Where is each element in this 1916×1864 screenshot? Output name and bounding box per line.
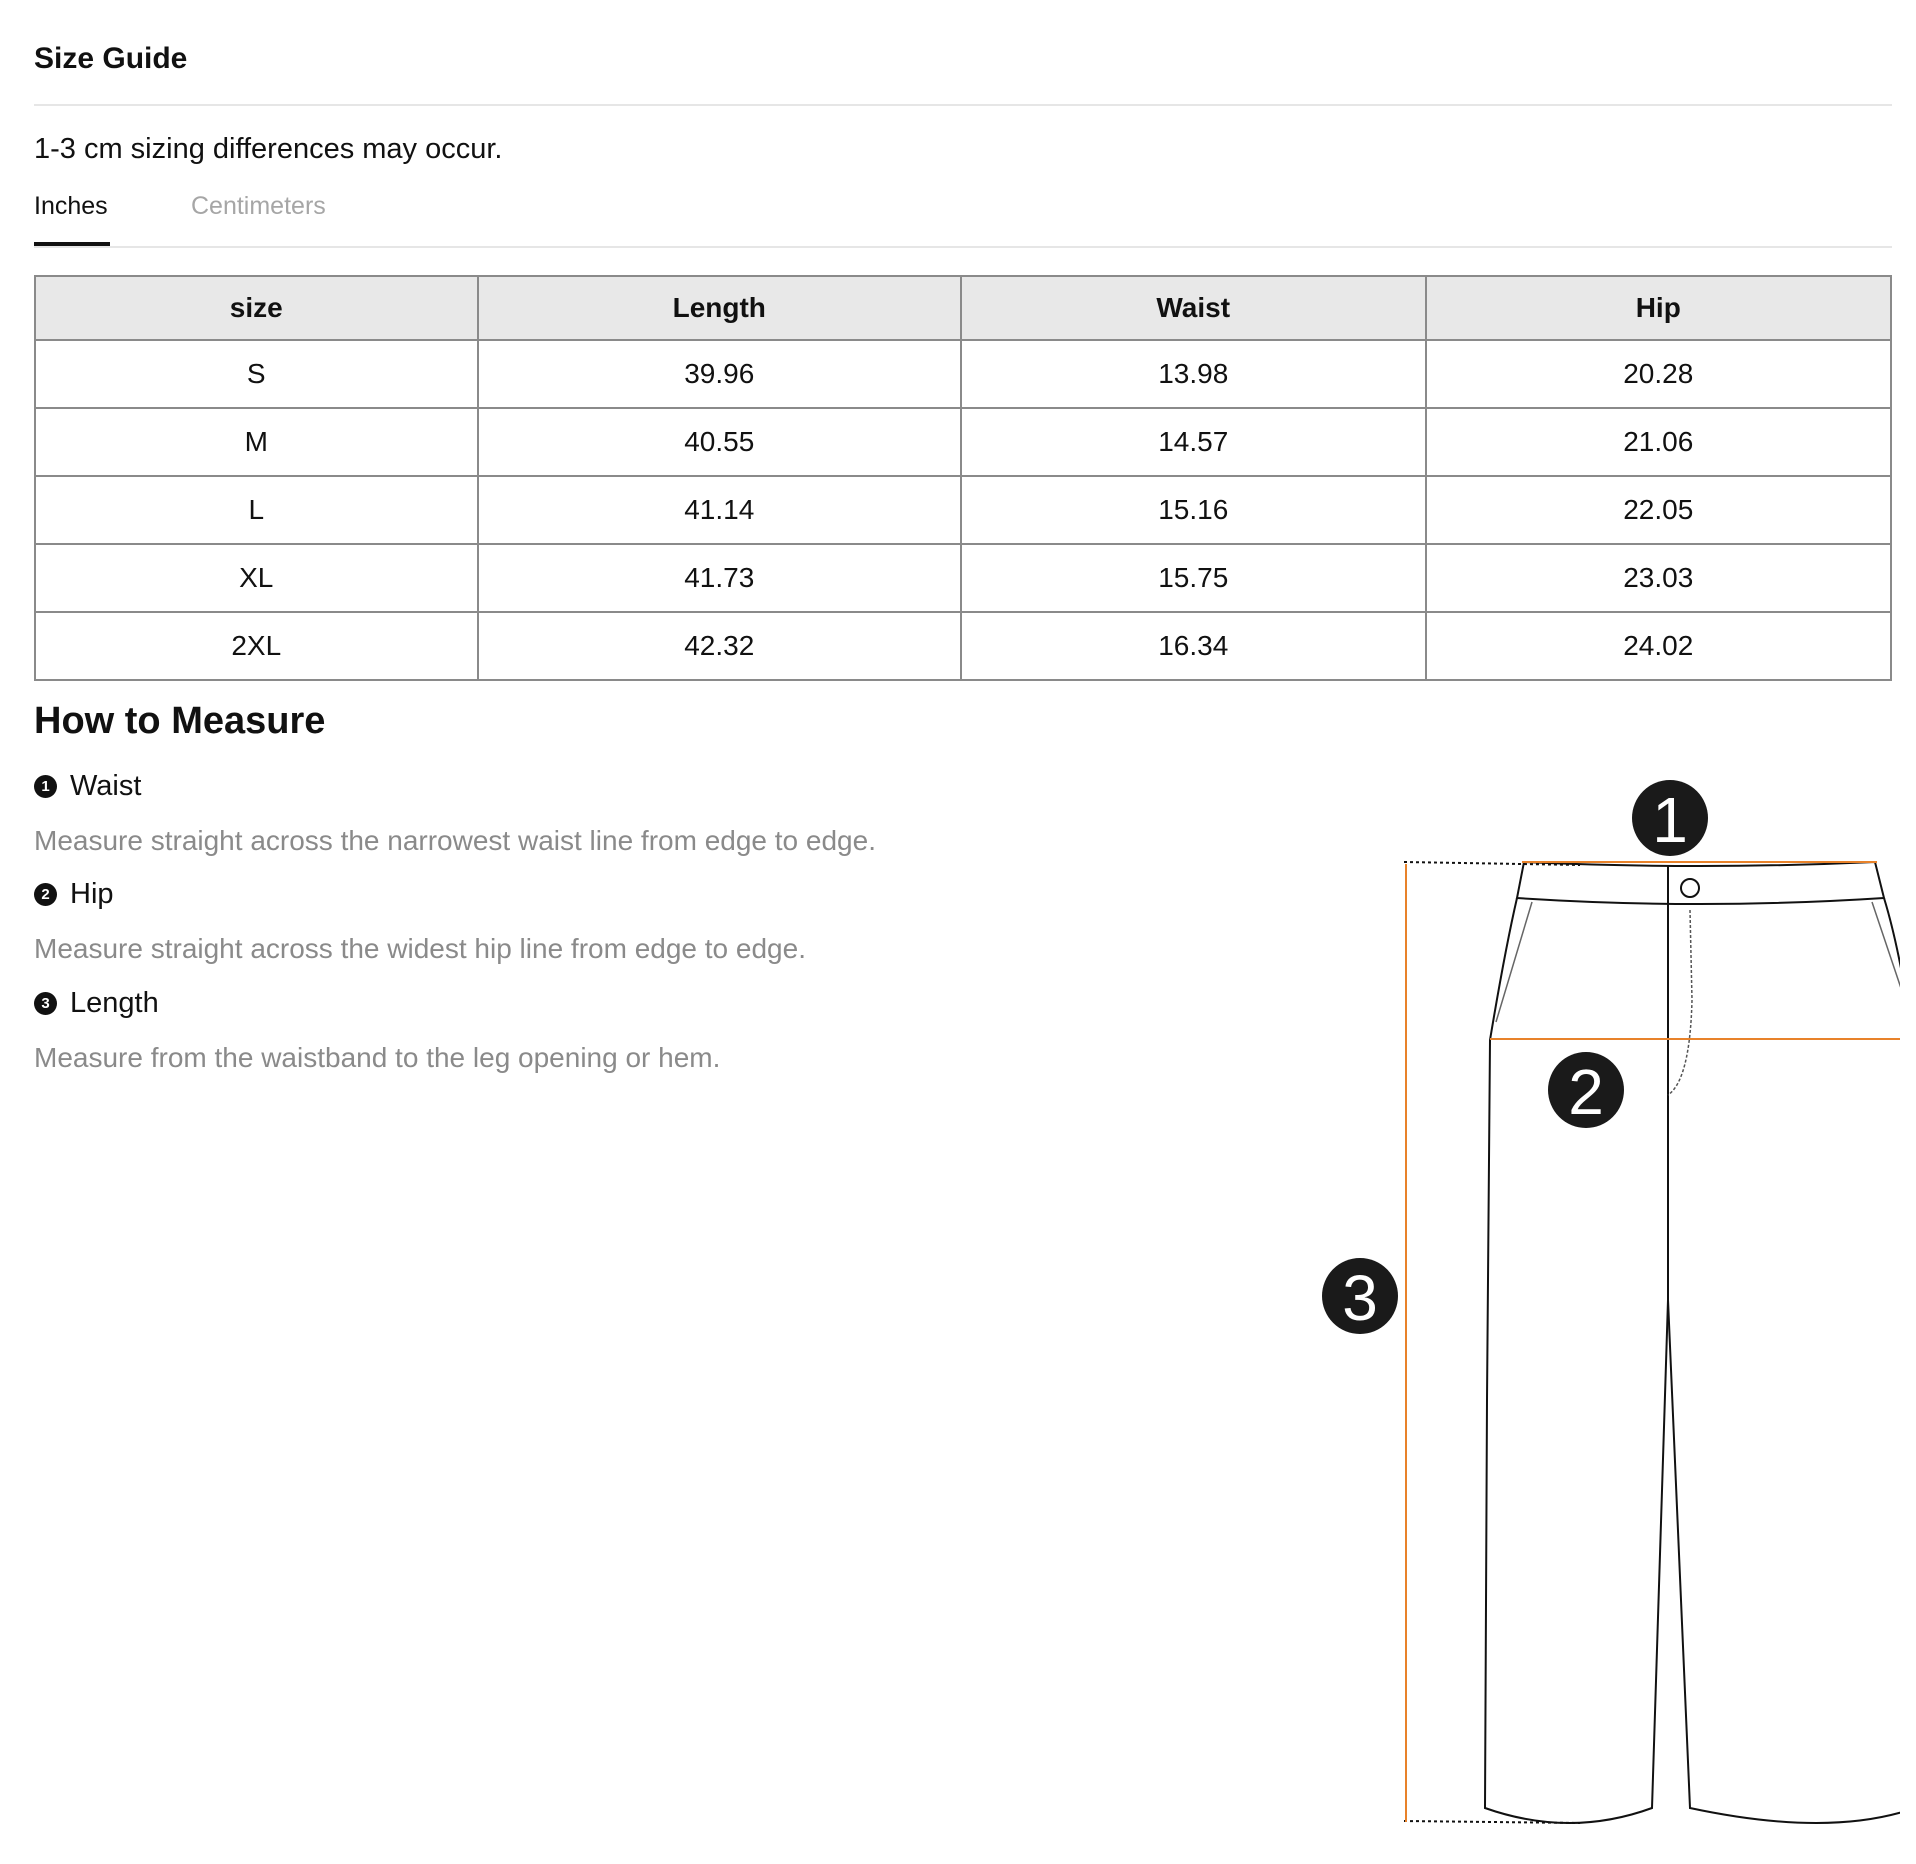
header-waist: Waist bbox=[961, 276, 1426, 340]
cell-size: XL bbox=[35, 544, 478, 612]
header-divider bbox=[34, 104, 1892, 106]
measure-desc-waist: Measure straight across the narrowest waist line from edge to edge. bbox=[34, 825, 876, 856]
cell-length: 39.96 bbox=[478, 340, 962, 408]
measure-item-hip bbox=[34, 878, 114, 911]
tab-inches[interactable]: Inches bbox=[34, 192, 108, 220]
cell-size: L bbox=[35, 476, 478, 544]
left-pocket-line bbox=[1496, 902, 1532, 1022]
active-tab-indicator bbox=[34, 242, 110, 246]
marker-one-label: 1 bbox=[1652, 784, 1688, 856]
table-row bbox=[35, 544, 1891, 612]
cell-size: M bbox=[35, 408, 478, 476]
cell-waist: 13.98 bbox=[961, 340, 1426, 408]
marker-two bbox=[1548, 1052, 1624, 1128]
cell-length: 41.73 bbox=[478, 544, 962, 612]
table-row bbox=[35, 408, 1891, 476]
marker-three bbox=[1322, 1258, 1398, 1334]
cell-waist: 15.75 bbox=[961, 544, 1426, 612]
measure-item-waist bbox=[34, 770, 141, 803]
marker-one bbox=[1632, 780, 1708, 856]
pants-diagram bbox=[1300, 760, 1900, 1840]
cell-size: 2XL bbox=[35, 612, 478, 680]
cell-waist: 14.57 bbox=[961, 408, 1426, 476]
cell-hip: 23.03 bbox=[1426, 544, 1892, 612]
cell-hip: 20.28 bbox=[1426, 340, 1892, 408]
measure-desc-hip: Measure straight across the widest hip line from edge to edge. bbox=[34, 933, 806, 964]
header-size: size bbox=[35, 276, 478, 340]
size-table bbox=[34, 275, 1892, 681]
measure-label-waist: Waist bbox=[70, 770, 142, 802]
cell-waist: 15.16 bbox=[961, 476, 1426, 544]
cell-waist: 16.34 bbox=[961, 612, 1426, 680]
measure-label-hip: Hip bbox=[70, 878, 114, 910]
table-header-row bbox=[35, 276, 1891, 340]
table-row bbox=[35, 340, 1891, 408]
cell-hip: 22.05 bbox=[1426, 476, 1892, 544]
how-to-measure-title: How to Measure bbox=[34, 700, 326, 742]
right-pocket-line bbox=[1872, 902, 1900, 1015]
table-row bbox=[35, 476, 1891, 544]
cell-size: S bbox=[35, 340, 478, 408]
pants-outline bbox=[1485, 862, 1900, 1823]
unit-tabs bbox=[34, 190, 1892, 248]
sizing-note: 1-3 cm sizing differences may occur. bbox=[34, 133, 503, 165]
cell-length: 42.32 bbox=[478, 612, 962, 680]
number-one-icon: 1 bbox=[34, 775, 57, 798]
marker-two-label: 2 bbox=[1568, 1056, 1604, 1128]
number-three-icon: 3 bbox=[34, 992, 57, 1015]
page-title: Size Guide bbox=[34, 42, 188, 75]
header-hip: Hip bbox=[1426, 276, 1892, 340]
marker-three-label: 3 bbox=[1342, 1262, 1378, 1334]
cell-hip: 24.02 bbox=[1426, 612, 1892, 680]
measure-label-length: Length bbox=[70, 987, 159, 1019]
cell-hip: 21.06 bbox=[1426, 408, 1892, 476]
cell-length: 41.14 bbox=[478, 476, 962, 544]
measure-item-length bbox=[34, 987, 159, 1020]
tab-centimeters[interactable]: Centimeters bbox=[191, 192, 326, 220]
number-two-icon: 2 bbox=[34, 883, 57, 906]
cell-length: 40.55 bbox=[478, 408, 962, 476]
header-length: Length bbox=[478, 276, 962, 340]
table-row bbox=[35, 612, 1891, 680]
measure-desc-length: Measure from the waistband to the leg opening or hem. bbox=[34, 1042, 721, 1073]
